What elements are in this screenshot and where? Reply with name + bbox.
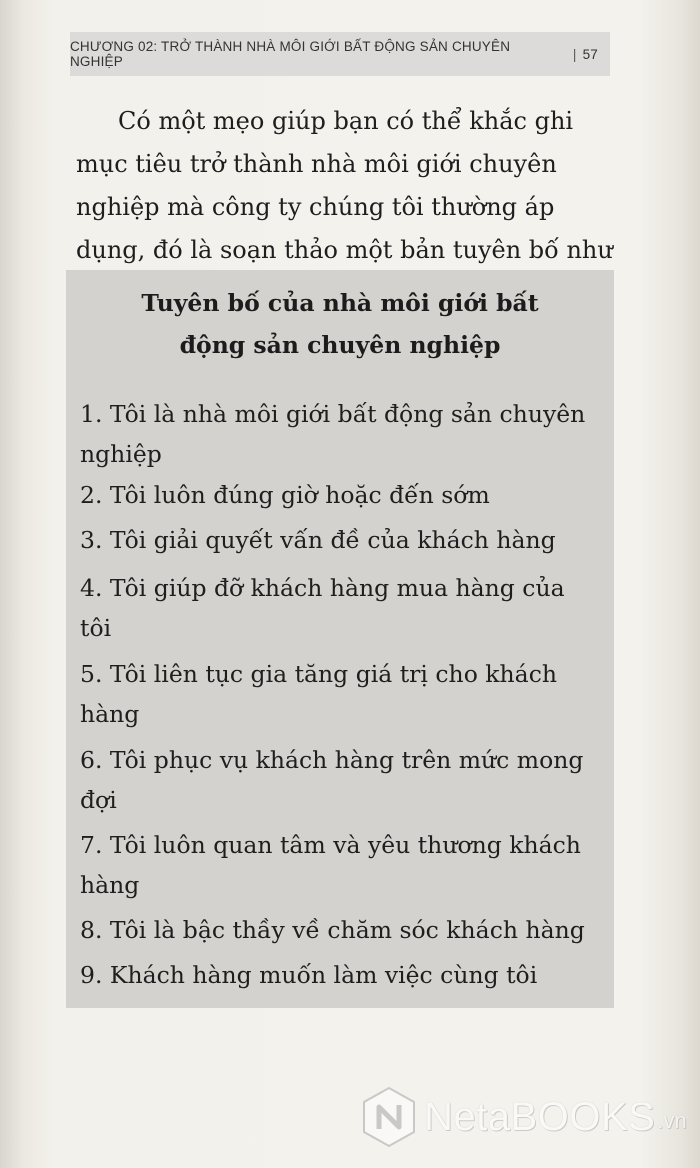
declaration-item-7: 7. Tôi luôn quan tâm và yêu thương khách hàng: [80, 831, 581, 899]
declaration-item-8: 8. Tôi là bậc thầy về chăm sóc khách hàng: [80, 916, 585, 944]
header-separator: |: [572, 46, 577, 62]
watermark-suffix: .vn: [657, 1108, 687, 1133]
declaration-item-3: 3. Tôi giải quyết vấn đề của khách hàng: [80, 526, 556, 554]
netabooks-watermark: [360, 1082, 690, 1152]
declaration-item-6: 6. Tôi phục vụ khách hàng trên mức mong đợi: [80, 746, 584, 814]
declaration-item-1: 1. Tôi là nhà môi giới bất động sản chuyên nghiệp: [80, 400, 586, 468]
page-number: 57: [582, 46, 598, 62]
declaration-box: [66, 270, 614, 1008]
intro-paragraph: Có một mẹo giúp bạn có thể khắc ghi mục tiêu trở thành nhà môi giới chuyên nghiệp mà công ty chúng tôi thường áp dụng, đó là soạn thảo một bản tuyên bố như: [76, 107, 613, 264]
declaration-item-4: 4. Tôi giúp đỡ khách hàng mua hàng của tôi: [80, 574, 565, 642]
watermark-brand: NetaBOOKS: [424, 1094, 656, 1139]
declaration-item-9: 9. Khách hàng muốn làm việc cùng tôi: [80, 961, 538, 989]
declaration-item-2: 2. Tôi luôn đúng giờ hoặc đến sớm: [80, 481, 490, 509]
declaration-item-5: 5. Tôi liên tục gia tăng giá trị cho khách hàng: [80, 660, 557, 728]
chapter-title: CHƯƠNG 02: TRỞ THÀNH NHÀ MÔI GIỚI BẤT ĐỘNG SẢN CHUYÊN NGHIỆP: [69, 39, 511, 69]
netabooks-logo-icon: [360, 1085, 418, 1149]
running-header: [70, 32, 610, 76]
declaration-title: Tuyên bố của nhà môi giới bất động sản chuyên nghiệp: [141, 289, 539, 359]
